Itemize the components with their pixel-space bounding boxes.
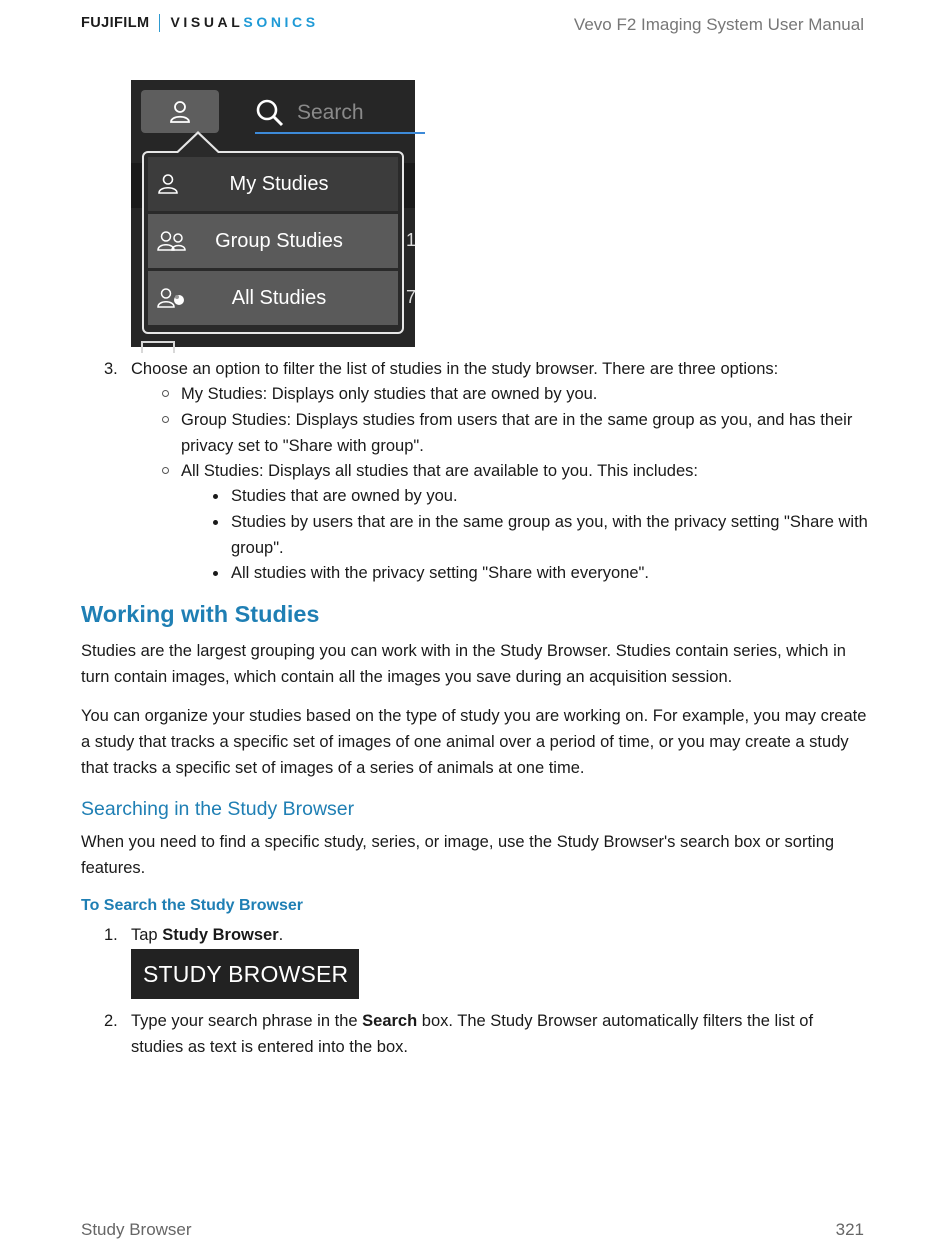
menu-item-label: Group Studies bbox=[215, 229, 343, 252]
dropdown-pointer-inner bbox=[178, 134, 218, 153]
step-text: Choose an option to filter the list of studies in the study browser. There are three options: bbox=[131, 360, 779, 378]
all-studies-item: All studies with the privacy setting "Share with everyone". bbox=[231, 564, 649, 582]
manual-title: Vevo F2 Imaging System User Manual bbox=[573, 15, 864, 34]
step-number: 3. bbox=[104, 360, 118, 378]
filter-dropdown bbox=[142, 151, 404, 334]
filter-menu-screenshot bbox=[131, 80, 415, 347]
search-box[interactable] bbox=[255, 94, 425, 134]
logo-divider bbox=[159, 14, 160, 32]
step-number: 2. bbox=[104, 1012, 118, 1030]
sub-bullet bbox=[213, 520, 218, 525]
option-my-studies: My Studies: Displays only studies that are owned by you. bbox=[181, 385, 598, 403]
section-paragraph: You can organize your studies based on the type of study you are working on. For example, you may create a study that tracks a specific set of images of one animal over a period of time, or you may create a study that tracks a specific set of images of a series of animals at one time. bbox=[81, 707, 867, 777]
partial-checkbox bbox=[141, 341, 175, 353]
menu-item-label: All Studies bbox=[231, 286, 327, 309]
menu-item-group-studies[interactable] bbox=[148, 214, 398, 268]
subsection-paragraph: When you need to find a specific study, series, or image, use the Study Browser's search box or sorting features. bbox=[81, 833, 835, 877]
page-number: 321 bbox=[835, 1220, 864, 1239]
ui-term: Search bbox=[362, 1012, 418, 1030]
section-paragraph: Studies are the largest grouping you can work with in the Study Browser. Studies contain series, which in turn contain images, which contain all the images you save during an acquisition session. bbox=[81, 642, 846, 686]
menu-item-my-studies[interactable] bbox=[148, 157, 398, 211]
partial-list-text: 7 bbox=[406, 287, 417, 307]
search-placeholder: Search bbox=[297, 101, 364, 124]
subsection-heading: Searching in the Study Browser bbox=[81, 798, 355, 820]
study-browser-button-label: STUDY BROWSER bbox=[143, 960, 349, 987]
sub-bullet bbox=[213, 494, 218, 499]
step-text: Type your search phrase in the Search box. The Study Browser automatically filters the list of studies as text is entered into the box. bbox=[131, 1012, 814, 1056]
option-bullet bbox=[162, 416, 169, 423]
option-bullet bbox=[162, 467, 169, 474]
menu-item-label: My Studies bbox=[229, 172, 329, 195]
sub-bullet bbox=[213, 571, 218, 576]
single-user-icon bbox=[157, 173, 179, 195]
option-group-studies: Group Studies: Displays studies from users that are in the same group as you, and has their privacy set to "Share with group". bbox=[181, 411, 853, 455]
user-filter-button[interactable] bbox=[141, 90, 219, 133]
all-studies-item: Studies that are owned by you. bbox=[231, 487, 458, 505]
group-users-icon bbox=[157, 230, 187, 252]
step-number: 1. bbox=[104, 926, 118, 944]
step-text: Tap Study Browser. bbox=[131, 926, 284, 944]
procedure-heading: To Search the Study Browser bbox=[81, 897, 303, 914]
all-users-icon bbox=[157, 287, 187, 309]
logo-fujifilm-text: FUJIFILM bbox=[81, 15, 150, 31]
all-studies-item: Studies by users that are in the same group as you, with the privacy setting "Share with group". bbox=[231, 513, 868, 557]
logo-visualsonics-text: VISUALSONICS bbox=[170, 14, 319, 30]
option-all-studies: All Studies: Displays all studies that are available to you. This includes: bbox=[181, 462, 698, 480]
ui-term: Study Browser bbox=[162, 926, 279, 944]
section-heading: Working with Studies bbox=[81, 601, 320, 627]
study-browser-button[interactable] bbox=[131, 949, 359, 999]
footer-section-name: Study Browser bbox=[81, 1220, 192, 1239]
fujifilm-visualsonics-logo bbox=[81, 12, 319, 34]
search-icon bbox=[255, 98, 285, 128]
user-icon bbox=[169, 100, 191, 124]
partial-list-text: 1 bbox=[406, 230, 417, 250]
menu-item-all-studies[interactable] bbox=[148, 271, 398, 325]
option-bullet bbox=[162, 390, 169, 397]
